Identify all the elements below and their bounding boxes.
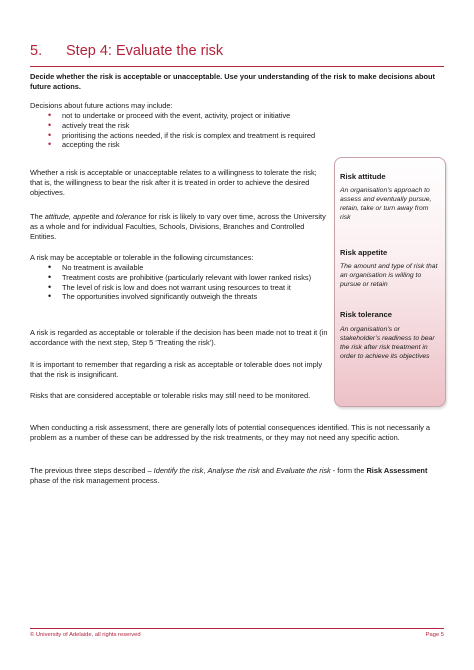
list-item: • actively treat the risk [48,121,444,131]
heading-rule [30,66,444,67]
step-evaluate: Evaluate the risk [276,466,331,475]
willingness-paragraph: Whether a risk is acceptable or unacceptable relates to a willingness to tolerate the risk; that is, the willingness to bear the risk after it is treated in order to achieve the desired objectives. [30,168,317,197]
section-title: Step 4: Evaluate the risk [66,43,224,59]
list-item: • prioritising the actions needed, if the risk is complex and treatment is required [48,131,444,141]
previous-sep-2: and [259,466,277,475]
attitude-term-2: tolerance [115,212,147,221]
circumstances-intro: A risk may be acceptable or tolerable in the following circumstances: [30,253,254,262]
sidebar-title-risk-appetite: Risk appetite [340,248,388,257]
sidebar-title-risk-attitude: Risk attitude [340,172,386,181]
list-item: • not to undertake or proceed with the event, activity, project or initiative [48,111,444,121]
regarded-paragraph: A risk is regarded as acceptable or tolerable if the decision has been made not to treat it (in accordance with the next step, Step 5 ‘Treating the risk’). [30,328,328,347]
decision-bullet-list [48,111,444,150]
attitude-term-1: attitude, appetite [44,212,100,221]
sidebar-title-risk-tolerance: Risk tolerance [340,310,392,319]
decisions-intro: Decisions about future actions may include: [30,101,173,110]
previous-steps-paragraph [30,466,444,486]
previous-text-mid: - form the [330,466,367,475]
sidebar-text-risk-appetite: The amount and type of risk that an organisation is willing to pursue or retain [340,263,438,288]
previous-text-pre: The previous three steps described – [30,466,154,475]
list-item: • No treatment is available [48,263,330,273]
previous-sep-1: , [203,466,208,475]
section-number: 5. [30,43,43,59]
step-analyse: Analyse the risk [207,466,260,475]
attitude-paragraph [30,212,330,241]
intro-bold-text: Decide whether the risk is acceptable or unacceptable. Use your understanding of the risk to make decisions about future actions. [30,72,435,91]
list-item: • accepting the risk [48,140,444,150]
attitude-text-post: for risk is likely to vary over time, across the University as a whole and for individual Faculties, Schools, Divisions, Branches and Controlled Entities. [30,212,326,241]
step-identify: Identify the risk [153,466,204,475]
sidebar-text-risk-attitude: An organisation’s approach to assess and eventually pursue, retain, take or turn away from risk [340,187,432,221]
assessment-paragraph: When conducting a risk assessment, there are generally lots of potential consequences identified. This is not necessarily a problem as a number of these can be addressed by the risk treatments, or they may not need any specific action. [30,423,430,442]
attitude-text-pre: The [30,212,45,221]
section-heading [30,43,444,60]
footer-page-number: Page 5 [425,632,444,638]
circumstance-bullet-list [48,263,330,302]
important-paragraph: It is important to remember that regarding a risk as acceptable or tolerable does not imply that the risk is insignificant. [30,360,323,379]
risk-assessment-term: Risk Assessment [366,466,428,475]
list-item: • The level of risk is low and does not warrant using resources to treat it [48,283,330,293]
footer-copyright: © University of Adelaide, all rights reserved [30,632,141,638]
previous-text-post: phase of the risk management process. [30,475,160,485]
attitude-text-mid: and [99,212,116,221]
list-item: • The opportunities involved significantly outweigh the threats [48,292,330,302]
monitored-paragraph: Risks that are considered acceptable or tolerable risks may still need to be monitored. [30,391,311,400]
list-item: • Treatment costs are prohibitive (particularly relevant with lower ranked risks) [48,273,330,283]
footer-rule [30,628,444,629]
sidebar-text-risk-tolerance: An organisation’s or stakeholder’s readiness to bear the risk after risk treatment in order to achieve its objectives [340,326,435,360]
